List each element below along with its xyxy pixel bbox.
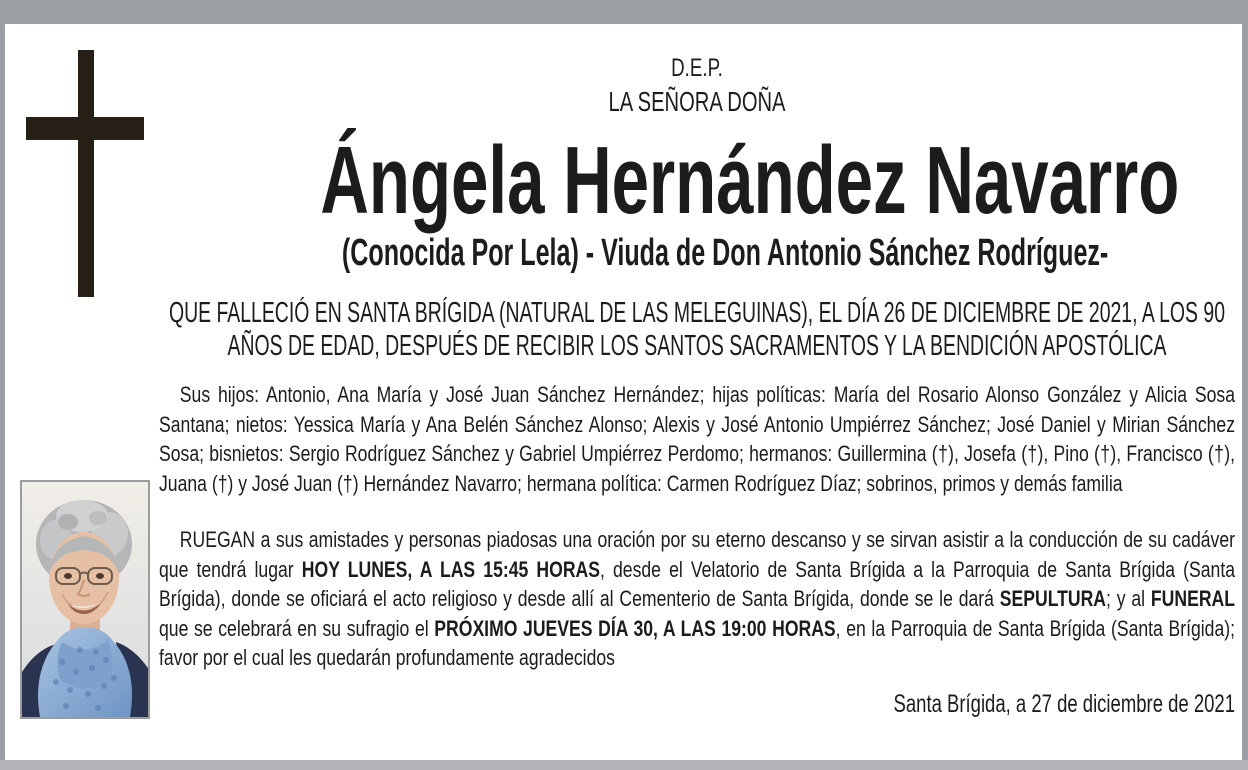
bold-text-segment: SEPULTURA: [999, 586, 1107, 611]
cross-vertical-bar: [78, 50, 94, 297]
latin-cross-icon: [20, 44, 160, 304]
dep-heading: D.E.P.: [671, 54, 723, 82]
elderly-woman-portrait-image: [22, 482, 148, 717]
death-notice-paragraph: QUE FALLECIÓ EN SANTA BRÍGIDA (NATURAL DE LAS MELEGUINAS), EL DÍA 26 DE DICIEMBRE DE 2021, A LOS 90 AÑOS DE EDAD, DESPUÉS DE RECIBIR LOS SANTOS SACRAMENTOS Y LA BENDICIÓN APOSTÓLICA: [168, 297, 1226, 362]
text-segment: , en la Parroquia de Santa Brígida (Santa Brígida); favor por el cual les quedarán profundamente agradecidos: [159, 615, 1235, 670]
request-paragraph: [159, 525, 1235, 673]
bold-text-segment: PRÓXIMO JUEVES DÍA 30, A LAS 19:00 HORAS: [434, 615, 836, 641]
cross-horizontal-bar: [26, 117, 144, 140]
portrait-photo: [20, 480, 150, 719]
text-segment: que se celebrará en su sufragio el: [159, 615, 435, 641]
bottom-frame-strip: [0, 760, 1248, 770]
notice-text-column: [159, 55, 1235, 719]
text-segment: RUEGAN a sus amistades y personas piadosas una oración por su eterno descanso y se sirvan asistir a la conducción de su cadáver que tendrá lugar: [159, 527, 1235, 582]
bold-text-segment: FUNERAL: [1150, 586, 1236, 611]
obituary-notice-card: [5, 24, 1242, 760]
date-place-line: Santa Brígida, a 27 de diciembre de 2021: [893, 689, 1235, 718]
alias-subheading: (Conocida Por Lela) - Viuda de Don Antonio Sánchez Rodríguez-: [341, 232, 1109, 274]
family-paragraph: Sus hijos: Antonio, Ana María y José Juan Sánchez Hernández; hijas políticas: María del Rosario Alonso González y Alicia Sosa Santana; nietos: Yessica María y Ana Belén Sánchez Alonso; Alexis y José Antonio Umpiérrez Sánchez; José Daniel y Mirian Sánchez Sosa; bisnietos: Sergio Rodríguez Sánchez y Gabriel Umpiérrez Perdomo; hermanos: Guillermina (†), Josefa (†), Pino (†), Francisco (†), Juana (†) y José Juan (†) Hernández Navarro; hermana política: Carmen Rodríguez Díaz; sobrinos, primos y demás familia: [159, 382, 1235, 496]
honorific-heading: LA SEÑORA DOÑA: [608, 86, 786, 117]
text-segment: , desde el Velatorio de Santa Brígida a la Parroquia de Santa Brígida (Santa Brígida), donde se oficiará el acto religioso y desde allí al Cementerio de Santa Brígida, donde se le dará: [159, 556, 1236, 611]
text-segment: ; y al: [1106, 586, 1151, 611]
bold-text-segment: HOY LUNES, A LAS 15:45 HORAS: [301, 556, 600, 582]
deceased-name-heading: Ángela Hernández Navarro: [320, 127, 1180, 234]
